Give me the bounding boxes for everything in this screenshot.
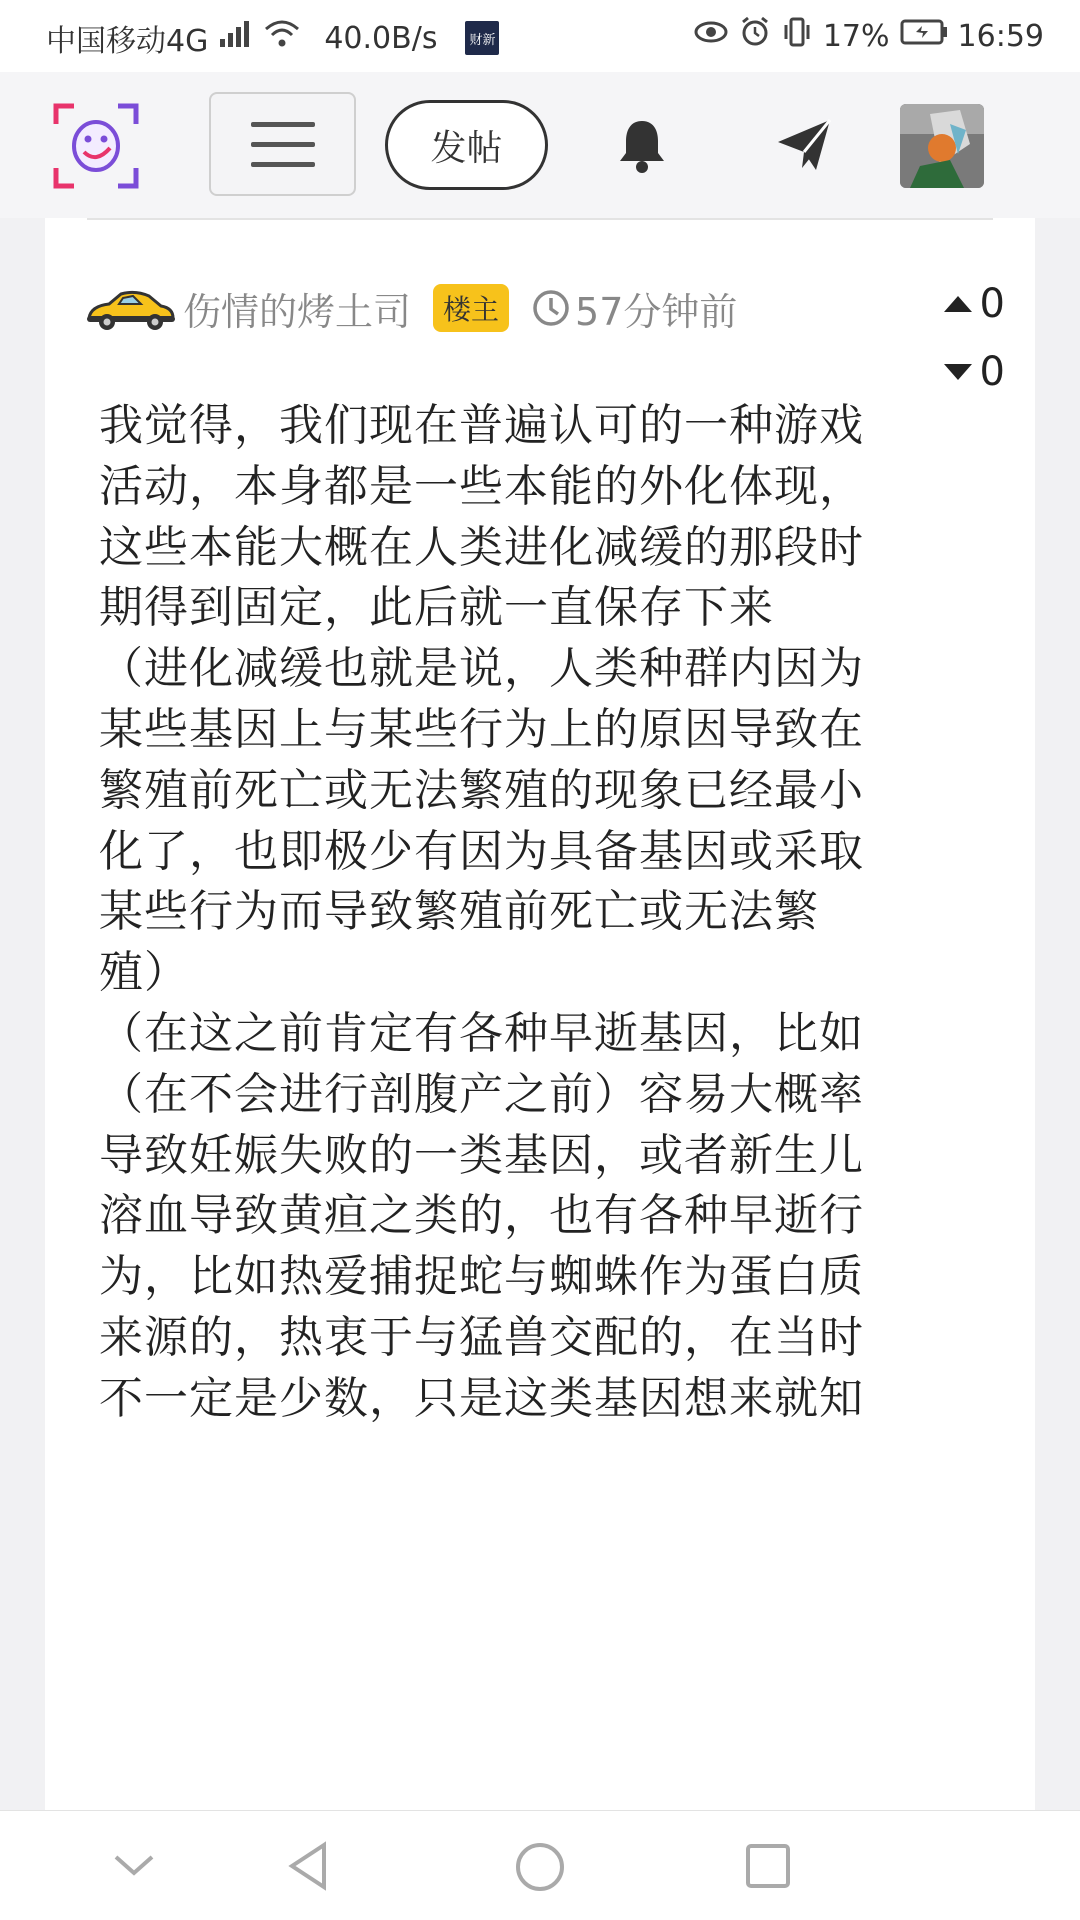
downvote-count: 0	[979, 349, 1005, 395]
system-nav-bar	[0, 1810, 1080, 1920]
home-circle-icon[interactable]	[514, 1841, 566, 1897]
car-avatar-icon	[85, 284, 177, 332]
divider	[87, 218, 993, 220]
top-header	[0, 72, 1080, 218]
post-time-text: 57分钟前	[575, 289, 738, 334]
upvote-button[interactable]	[935, 270, 1005, 338]
battery-icon	[900, 18, 948, 54]
clock-time: 16:59	[957, 18, 1044, 54]
eye-icon	[693, 17, 729, 55]
post-meta	[85, 278, 737, 338]
post-paragraph: 我觉得，我们现在普遍认可的一种游戏活动，本身都是一些本能的外化体现，这些本能大概在人类进化减缓的那段时期得到固定，此后就一直保存下来	[99, 400, 864, 634]
alarm-icon	[739, 16, 771, 56]
recent-apps-square-icon[interactable]	[745, 1843, 791, 1893]
network-speed: 40.0B/s	[324, 20, 438, 56]
message-send-icon[interactable]	[776, 118, 832, 176]
post-body	[99, 396, 867, 1430]
hide-keyboard-chevron-icon[interactable]	[112, 1851, 156, 1883]
author-username[interactable]: 伤情的烤土司	[183, 289, 412, 334]
post-paragraph: （在这之前肯定有各种早逝基因，比如（在不会进行剖腹产之前）容易大概率导致妊娠失败的一类基因，或者新生儿溶血导致黄疸之类的，也有各种早逝行为，比如热爱捕捉蛇与蜘蛛作为蛋白质来源的，热衷于与猛兽交配的，在当时不一定是少数，只是这类基因想来就知	[99, 1007, 864, 1424]
caixin-app-icon: 财新	[465, 21, 499, 55]
new-post-button[interactable]: 发帖	[385, 100, 548, 190]
notification-bell-icon[interactable]	[616, 117, 668, 177]
clock-icon	[531, 288, 571, 328]
post-card	[45, 218, 1035, 1810]
op-badge: 楼主	[433, 284, 509, 332]
vote-controls	[935, 270, 1005, 406]
site-logo-icon[interactable]	[52, 102, 140, 190]
signal-icon	[218, 19, 254, 57]
post-time	[531, 281, 737, 336]
status-bar	[0, 0, 1080, 72]
menu-button[interactable]	[209, 92, 356, 196]
upvote-count: 0	[979, 281, 1005, 327]
hamburger-icon	[251, 122, 315, 127]
vibrate-icon	[781, 16, 813, 56]
battery-percent: 17%	[822, 18, 890, 54]
downvote-arrow-icon	[944, 364, 972, 380]
back-triangle-icon[interactable]	[286, 1841, 330, 1895]
carrier-label: 中国移动4G	[46, 24, 209, 59]
post-paragraph: （进化减缓也就是说，人类种群内因为某些基因上与某些行为上的原因导致在繁殖前死亡或无法繁殖的现象已经最小化了，也即极少有因为具备基因或采取某些行为而导致繁殖前死亡或无法繁殖）	[99, 643, 864, 999]
upvote-arrow-icon	[944, 296, 972, 312]
user-avatar[interactable]	[900, 104, 984, 188]
wifi-icon	[264, 19, 300, 57]
downvote-button[interactable]	[935, 338, 1005, 406]
